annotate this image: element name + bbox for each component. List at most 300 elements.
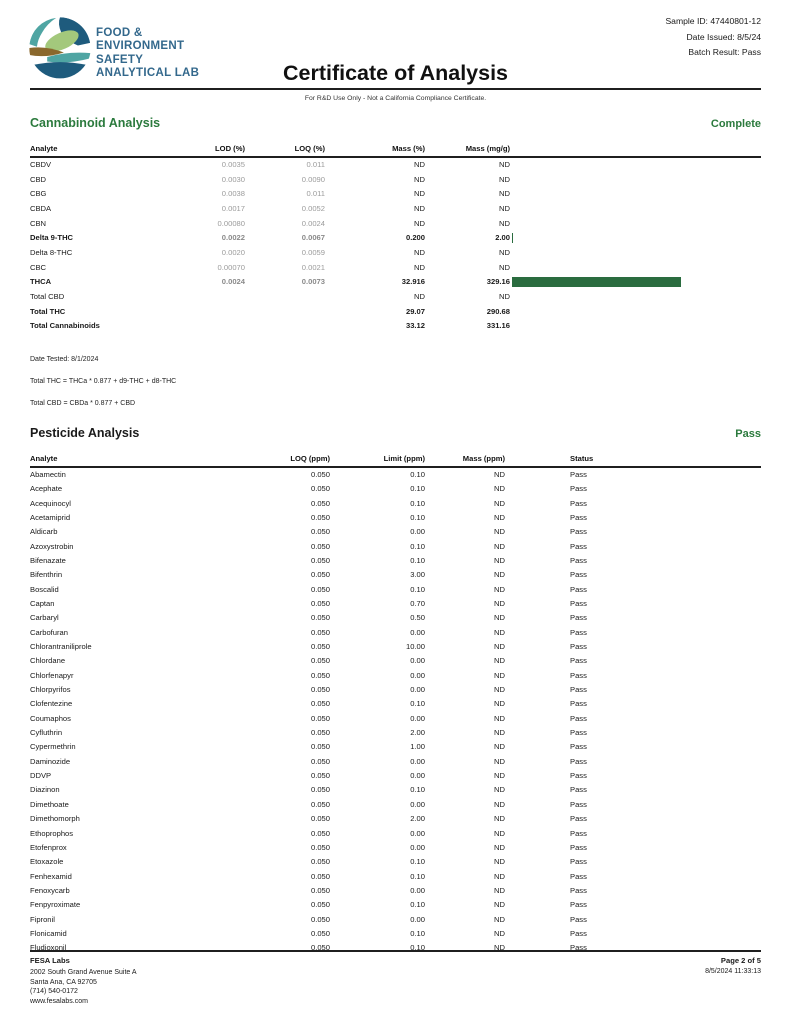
limit-cell: 0.00 xyxy=(410,799,425,809)
limit-cell: 0.10 xyxy=(410,512,425,522)
limit-cell: 0.00 xyxy=(410,713,425,723)
pesticide-row xyxy=(30,783,761,797)
mass-cell: ND xyxy=(494,885,505,895)
mass-cell: ND xyxy=(494,857,505,867)
analyte-cell: Fenoxycarb xyxy=(30,885,70,895)
loq-cell: 0.050 xyxy=(310,470,330,480)
limit-cell: 0.00 xyxy=(410,771,425,781)
limit-cell: 0.70 xyxy=(410,599,425,609)
analyte-cell: Chlorantraniliprole xyxy=(30,642,92,652)
loq-cell: 0.050 xyxy=(310,699,330,709)
loq-cell: 0.050 xyxy=(310,842,330,852)
limit-cell: 0.00 xyxy=(410,670,425,680)
mass-cell: ND xyxy=(494,484,505,494)
limit-cell: 0.50 xyxy=(410,613,425,623)
loq-cell: 0.050 xyxy=(310,943,330,953)
pesticide-row xyxy=(30,797,761,811)
mass-cell: ND xyxy=(494,512,505,522)
loq-cell: 0.050 xyxy=(310,814,330,824)
mass-bar-cell xyxy=(510,201,761,216)
pesticide-section xyxy=(30,426,761,955)
mass-mg-cell: ND xyxy=(499,218,510,228)
cannabinoid-row xyxy=(30,216,761,231)
pesticide-row xyxy=(30,898,761,912)
lab-name-line: ENVIRONMENT xyxy=(96,40,185,53)
analyte-cell: Ethoprophos xyxy=(30,828,74,838)
limit-cell: 0.10 xyxy=(410,470,425,480)
lod-cell xyxy=(190,319,245,334)
mass-cell: ND xyxy=(494,541,505,551)
lod-cell xyxy=(190,289,245,304)
analyte-cell: CBG xyxy=(30,189,47,199)
loq-cell: 0.050 xyxy=(310,584,330,594)
pesticide-row xyxy=(30,697,761,711)
status-cell: Pass xyxy=(570,900,587,910)
limit-cell: 0.10 xyxy=(410,584,425,594)
document-footer xyxy=(30,950,761,1006)
mass-pct-cell: ND xyxy=(414,247,425,257)
mass-cell: ND xyxy=(494,871,505,881)
analyte-cell: Delta 8-THC xyxy=(30,247,73,257)
pesticide-row xyxy=(30,855,761,869)
mass-pct-cell: 33.12 xyxy=(405,321,425,331)
pesticide-row xyxy=(30,611,761,625)
cannabinoid-row xyxy=(30,172,761,187)
analyte-cell: Total CBD xyxy=(30,292,65,302)
analyte-cell: CBN xyxy=(30,218,47,228)
analyte-cell: Etoxazole xyxy=(30,857,64,867)
cannabinoid-row xyxy=(30,260,761,275)
mass-mg-cell: ND xyxy=(499,262,510,272)
col-mass-ppm: Mass (ppm) xyxy=(425,454,505,467)
pesticide-header-row xyxy=(30,454,761,467)
mass-cell: ND xyxy=(494,470,505,480)
col-analyte: Analyte xyxy=(30,144,190,157)
limit-cell: 0.00 xyxy=(410,656,425,666)
status-cell: Pass xyxy=(570,498,587,508)
status-cell: Pass xyxy=(570,555,587,565)
analyte-cell: Carbofuran xyxy=(30,627,68,637)
loq-cell: 0.050 xyxy=(310,541,330,551)
loq-cell: 0.050 xyxy=(310,742,330,752)
analyte-cell: Cypermethrin xyxy=(30,742,76,752)
cannabinoid-section-title: Cannabinoid Analysis xyxy=(30,116,161,130)
limit-cell: 0.10 xyxy=(410,871,425,881)
analyte-cell: Fludioxonil xyxy=(30,943,67,953)
analyte-cell: Delta 9-THC xyxy=(30,233,74,243)
mass-cell: ND xyxy=(494,914,505,924)
analyte-cell: Etofenprox xyxy=(30,842,67,852)
mass-cell: ND xyxy=(494,699,505,709)
pesticide-row xyxy=(30,553,761,567)
loq-cell: 0.050 xyxy=(310,527,330,537)
loq-cell: 0.0067 xyxy=(301,233,325,243)
status-cell: Pass xyxy=(570,828,587,838)
lod-cell: 0.0030 xyxy=(221,174,245,184)
pesticide-row xyxy=(30,568,761,582)
status-cell: Pass xyxy=(570,871,587,881)
footer-left xyxy=(30,956,137,1006)
pesticide-row xyxy=(30,582,761,596)
mass-pct-cell: 32.916 xyxy=(401,277,425,287)
loq-cell: 0.011 xyxy=(306,160,325,170)
status-cell: Pass xyxy=(570,943,587,953)
lod-cell: 0.00080 xyxy=(217,218,245,228)
limit-cell: 0.00 xyxy=(410,885,425,895)
analyte-cell: Chlorpyrifos xyxy=(30,685,71,695)
mass-cell: ND xyxy=(494,627,505,637)
lod-cell: 0.0020 xyxy=(221,247,245,257)
mass-cell: ND xyxy=(494,685,505,695)
mass-bar xyxy=(512,277,681,287)
loq-cell: 0.050 xyxy=(310,857,330,867)
pesticide-row xyxy=(30,725,761,739)
col-bar-spacer xyxy=(510,144,761,157)
footer-phone: (714) 540-0172 xyxy=(30,988,78,996)
analyte-cell: Chlorfenapyr xyxy=(30,670,74,680)
status-cell: Pass xyxy=(570,699,587,709)
mass-mg-cell: ND xyxy=(499,160,510,170)
limit-cell: 0.00 xyxy=(410,756,425,766)
loq-cell: 0.050 xyxy=(310,828,330,838)
pesticide-row xyxy=(30,768,761,782)
cannabinoid-table xyxy=(30,144,761,333)
limit-cell: 0.10 xyxy=(410,928,425,938)
mass-cell: ND xyxy=(494,943,505,953)
analyte-cell: Coumaphos xyxy=(30,713,71,723)
pesticide-row xyxy=(30,740,761,754)
mass-mg-cell: 329.16 xyxy=(486,277,510,287)
mass-bar-cell xyxy=(510,275,761,290)
status-cell: Pass xyxy=(570,685,587,695)
pesticide-row xyxy=(30,912,761,926)
mass-cell: ND xyxy=(494,814,505,824)
disclaimer-text: For R&D Use Only - Not a California Compliance Certificate. xyxy=(304,95,487,102)
pesticide-row xyxy=(30,754,761,768)
document-header xyxy=(30,0,761,90)
mass-bar-cell xyxy=(510,245,761,260)
mass-bar-cell xyxy=(510,260,761,275)
mass-cell: ND xyxy=(494,642,505,652)
loq-cell: 0.050 xyxy=(310,627,330,637)
status-cell: Pass xyxy=(570,728,587,738)
mass-cell: ND xyxy=(494,900,505,910)
loq-cell: 0.0073 xyxy=(301,277,325,287)
analyte-cell: Boscalid xyxy=(30,584,59,594)
date-issued: Date Issued: 8/5/24 xyxy=(686,31,761,42)
mass-cell: ND xyxy=(494,785,505,795)
analyte-cell: CBDA xyxy=(30,203,52,213)
pesticide-row xyxy=(30,682,761,696)
analyte-cell: Flonicamid xyxy=(30,928,67,938)
mass-bar-cell xyxy=(510,230,761,245)
lab-name-line: SAFETY xyxy=(96,53,144,66)
analyte-cell: Acequinocyl xyxy=(30,498,71,508)
pesticide-row xyxy=(30,812,761,826)
loq-cell: 0.050 xyxy=(310,512,330,522)
analyte-cell: Bifenthrin xyxy=(30,570,63,580)
mass-bar-cell xyxy=(510,186,761,201)
limit-cell: 10.00 xyxy=(405,642,425,652)
pesticide-row xyxy=(30,654,761,668)
status-cell: Pass xyxy=(570,527,587,537)
mass-cell: ND xyxy=(494,828,505,838)
mass-mg-cell: ND xyxy=(499,247,510,257)
footer-address-line: Santa Ana, CA 92705 xyxy=(30,978,97,986)
status-cell: Pass xyxy=(570,656,587,666)
mass-cell: ND xyxy=(494,756,505,766)
analyte-cell: Abamectin xyxy=(30,470,66,480)
status-cell: Pass xyxy=(570,914,587,924)
loq-cell: 0.050 xyxy=(310,555,330,565)
status-cell: Pass xyxy=(570,484,587,494)
mass-cell: ND xyxy=(494,613,505,623)
limit-cell: 0.10 xyxy=(410,857,425,867)
limit-cell: 0.00 xyxy=(410,527,425,537)
loq-cell: 0.050 xyxy=(310,756,330,766)
mass-mg-cell: ND xyxy=(499,189,510,199)
mass-cell: ND xyxy=(494,713,505,723)
loq-cell xyxy=(245,304,325,319)
mass-mg-cell: 2.00 xyxy=(495,233,510,243)
loq-cell: 0.050 xyxy=(310,900,330,910)
limit-cell: 2.00 xyxy=(410,814,425,824)
note-date-tested: Date Tested: 8/1/2024 xyxy=(30,356,99,364)
pesticide-row xyxy=(30,596,761,610)
cannabinoid-row xyxy=(30,186,761,201)
analyte-cell: Aldicarb xyxy=(30,527,58,537)
limit-cell: 0.10 xyxy=(410,699,425,709)
footer-page-number: Page 2 of 5 xyxy=(720,956,761,965)
lab-name-line: FOOD & xyxy=(96,27,143,39)
loq-cell: 0.050 xyxy=(310,656,330,666)
pesticide-row xyxy=(30,826,761,840)
cannabinoid-row xyxy=(30,304,761,319)
mass-pct-cell: 0.200 xyxy=(405,233,425,243)
analyte-cell: Total THC xyxy=(30,306,66,316)
mass-cell: ND xyxy=(494,928,505,938)
loq-cell: 0.050 xyxy=(310,785,330,795)
loq-cell: 0.050 xyxy=(310,871,330,881)
status-cell: Pass xyxy=(570,785,587,795)
cannabinoid-row xyxy=(30,275,761,290)
loq-cell: 0.050 xyxy=(310,771,330,781)
mass-bar-cell xyxy=(510,157,761,172)
analyte-cell: Clofentezine xyxy=(30,699,73,709)
mass-bar-cell xyxy=(510,289,761,304)
loq-cell: 0.050 xyxy=(310,685,330,695)
mass-bar-cell xyxy=(510,172,761,187)
pesticide-row xyxy=(30,926,761,940)
lod-cell: 0.00070 xyxy=(217,262,245,272)
mass-pct-cell: ND xyxy=(414,174,425,184)
pesticide-row xyxy=(30,711,761,725)
status-cell: Pass xyxy=(570,670,587,680)
lod-cell: 0.0022 xyxy=(221,233,245,243)
mass-cell: ND xyxy=(494,742,505,752)
status-cell: Pass xyxy=(570,512,587,522)
pesticide-row xyxy=(30,840,761,854)
cannabinoid-row xyxy=(30,157,761,172)
loq-cell: 0.050 xyxy=(310,670,330,680)
note-total-cbd-formula: Total CBD = CBDa * 0.877 + CBD xyxy=(30,400,136,408)
limit-cell: 0.10 xyxy=(410,785,425,795)
analyte-cell: Acephate xyxy=(30,484,63,494)
status-cell: Pass xyxy=(570,857,587,867)
limit-cell: 1.00 xyxy=(410,742,425,752)
loq-cell: 0.050 xyxy=(310,570,330,580)
footer-right xyxy=(705,956,761,1006)
mass-mg-cell: 331.16 xyxy=(486,321,510,331)
mass-cell: ND xyxy=(494,555,505,565)
analyte-cell: Daminozide xyxy=(30,756,71,766)
mass-cell: ND xyxy=(494,771,505,781)
loq-cell: 0.050 xyxy=(310,914,330,924)
analyte-cell: Dimethoate xyxy=(30,799,69,809)
analyte-cell: THCA xyxy=(30,277,52,287)
pesticide-row xyxy=(30,467,761,481)
analyte-cell: Fipronil xyxy=(30,914,55,924)
status-cell: Pass xyxy=(570,599,587,609)
pesticide-section-title: Pesticide Analysis xyxy=(30,426,140,441)
limit-cell: 0.00 xyxy=(410,914,425,924)
cannabinoid-section xyxy=(30,116,761,415)
batch-result: Batch Result: Pass xyxy=(688,47,761,58)
pesticide-row xyxy=(30,883,761,897)
sample-info xyxy=(665,14,761,61)
cannabinoid-status-badge: Complete xyxy=(710,118,761,130)
cannabinoid-row xyxy=(30,289,761,304)
status-cell: Pass xyxy=(570,756,587,766)
loq-cell: 0.011 xyxy=(306,189,325,199)
loq-cell: 0.050 xyxy=(310,799,330,809)
limit-cell: 0.10 xyxy=(410,555,425,565)
loq-cell: 0.050 xyxy=(310,484,330,494)
pesticide-status-badge: Pass xyxy=(735,428,761,441)
loq-cell: 0.050 xyxy=(310,642,330,652)
lod-cell: 0.0017 xyxy=(221,203,245,213)
loq-cell: 0.0021 xyxy=(301,262,325,272)
mass-cell: ND xyxy=(494,584,505,594)
footer-address xyxy=(30,968,137,1006)
analyte-cell: CBDV xyxy=(30,160,52,170)
analyte-cell: CBC xyxy=(30,262,47,272)
col-analyte: Analyte xyxy=(30,454,220,467)
cannabinoid-header-row xyxy=(30,144,761,157)
mass-cell: ND xyxy=(494,599,505,609)
col-limit-ppm: Limit (ppm) xyxy=(330,454,425,467)
mass-cell: ND xyxy=(494,842,505,852)
pesticide-row xyxy=(30,869,761,883)
analyte-cell: Diazinon xyxy=(30,785,60,795)
limit-cell: 3.00 xyxy=(410,570,425,580)
loq-cell xyxy=(245,289,325,304)
cannabinoid-row xyxy=(30,201,761,216)
loq-cell: 0.0059 xyxy=(301,247,325,257)
loq-cell: 0.050 xyxy=(310,613,330,623)
limit-cell: 0.10 xyxy=(410,943,425,953)
pesticide-row xyxy=(30,496,761,510)
mass-bar xyxy=(512,233,513,243)
mass-pct-cell: ND xyxy=(414,218,425,228)
mass-cell: ND xyxy=(494,527,505,537)
loq-cell: 0.050 xyxy=(310,728,330,738)
cannabinoid-row xyxy=(30,245,761,260)
mass-pct-cell: ND xyxy=(414,160,425,170)
mass-pct-cell: 29.07 xyxy=(405,306,425,316)
cannabinoid-notes xyxy=(30,349,761,415)
cannabinoid-row xyxy=(30,319,761,334)
loq-cell: 0.0090 xyxy=(301,174,325,184)
loq-cell: 0.050 xyxy=(310,713,330,723)
loq-cell: 0.050 xyxy=(310,599,330,609)
pesticide-row xyxy=(30,482,761,496)
pesticide-row xyxy=(30,668,761,682)
analyte-cell: CBD xyxy=(30,174,47,184)
mass-bar-cell xyxy=(510,216,761,231)
pesticide-table xyxy=(30,454,761,955)
mass-pct-cell: ND xyxy=(414,189,425,199)
lab-name-line: ANALYTICAL LAB xyxy=(96,67,200,80)
status-cell: Pass xyxy=(570,541,587,551)
status-cell: Pass xyxy=(570,742,587,752)
footer-datetime: 8/5/2024 11:33:13 xyxy=(705,968,761,975)
document-title: Certificate of Analysis xyxy=(282,61,509,85)
mass-bar-cell xyxy=(510,304,761,319)
mass-cell: ND xyxy=(494,670,505,680)
limit-cell: 0.00 xyxy=(410,627,425,637)
limit-cell: 0.00 xyxy=(410,828,425,838)
status-cell: Pass xyxy=(570,627,587,637)
lod-cell: 0.0024 xyxy=(221,277,245,287)
mass-mg-cell: 290.68 xyxy=(486,306,510,316)
loq-cell xyxy=(245,319,325,334)
mass-cell: ND xyxy=(494,498,505,508)
analyte-cell: Azoxystrobin xyxy=(30,541,74,551)
status-cell: Pass xyxy=(570,713,587,723)
loq-cell: 0.050 xyxy=(310,928,330,938)
loq-cell: 0.050 xyxy=(310,885,330,895)
limit-cell: 0.10 xyxy=(410,900,425,910)
status-cell: Pass xyxy=(570,771,587,781)
analyte-cell: Cyfluthrin xyxy=(30,728,63,738)
mass-mg-cell: ND xyxy=(499,203,510,213)
analyte-cell: Bifenazate xyxy=(30,555,66,565)
limit-cell: 2.00 xyxy=(410,728,425,738)
mass-cell: ND xyxy=(494,656,505,666)
col-status: Status xyxy=(505,454,761,467)
analyte-cell: Chlordane xyxy=(30,656,66,666)
analyte-cell: Acetamiprid xyxy=(30,512,71,522)
loq-cell: 0.0052 xyxy=(301,203,325,213)
mass-pct-cell: ND xyxy=(414,292,425,302)
col-loq-ppm: LOQ (ppm) xyxy=(220,454,330,467)
analyte-cell: Fenhexamid xyxy=(30,871,72,881)
lod-cell: 0.0035 xyxy=(221,160,245,170)
mass-bar-cell xyxy=(510,319,761,334)
pesticide-row xyxy=(30,625,761,639)
analyte-cell: DDVP xyxy=(30,771,52,781)
status-cell: Pass xyxy=(570,885,587,895)
note-total-thc-formula: Total THC = THCa * 0.877 + d9-THC + d8-THC xyxy=(30,378,177,386)
col-loq: LOQ (%) xyxy=(245,144,325,157)
limit-cell: 0.10 xyxy=(410,484,425,494)
limit-cell: 0.00 xyxy=(410,685,425,695)
mass-cell: ND xyxy=(494,799,505,809)
limit-cell: 0.10 xyxy=(410,541,425,551)
status-cell: Pass xyxy=(570,570,587,580)
mass-pct-cell: ND xyxy=(414,203,425,213)
